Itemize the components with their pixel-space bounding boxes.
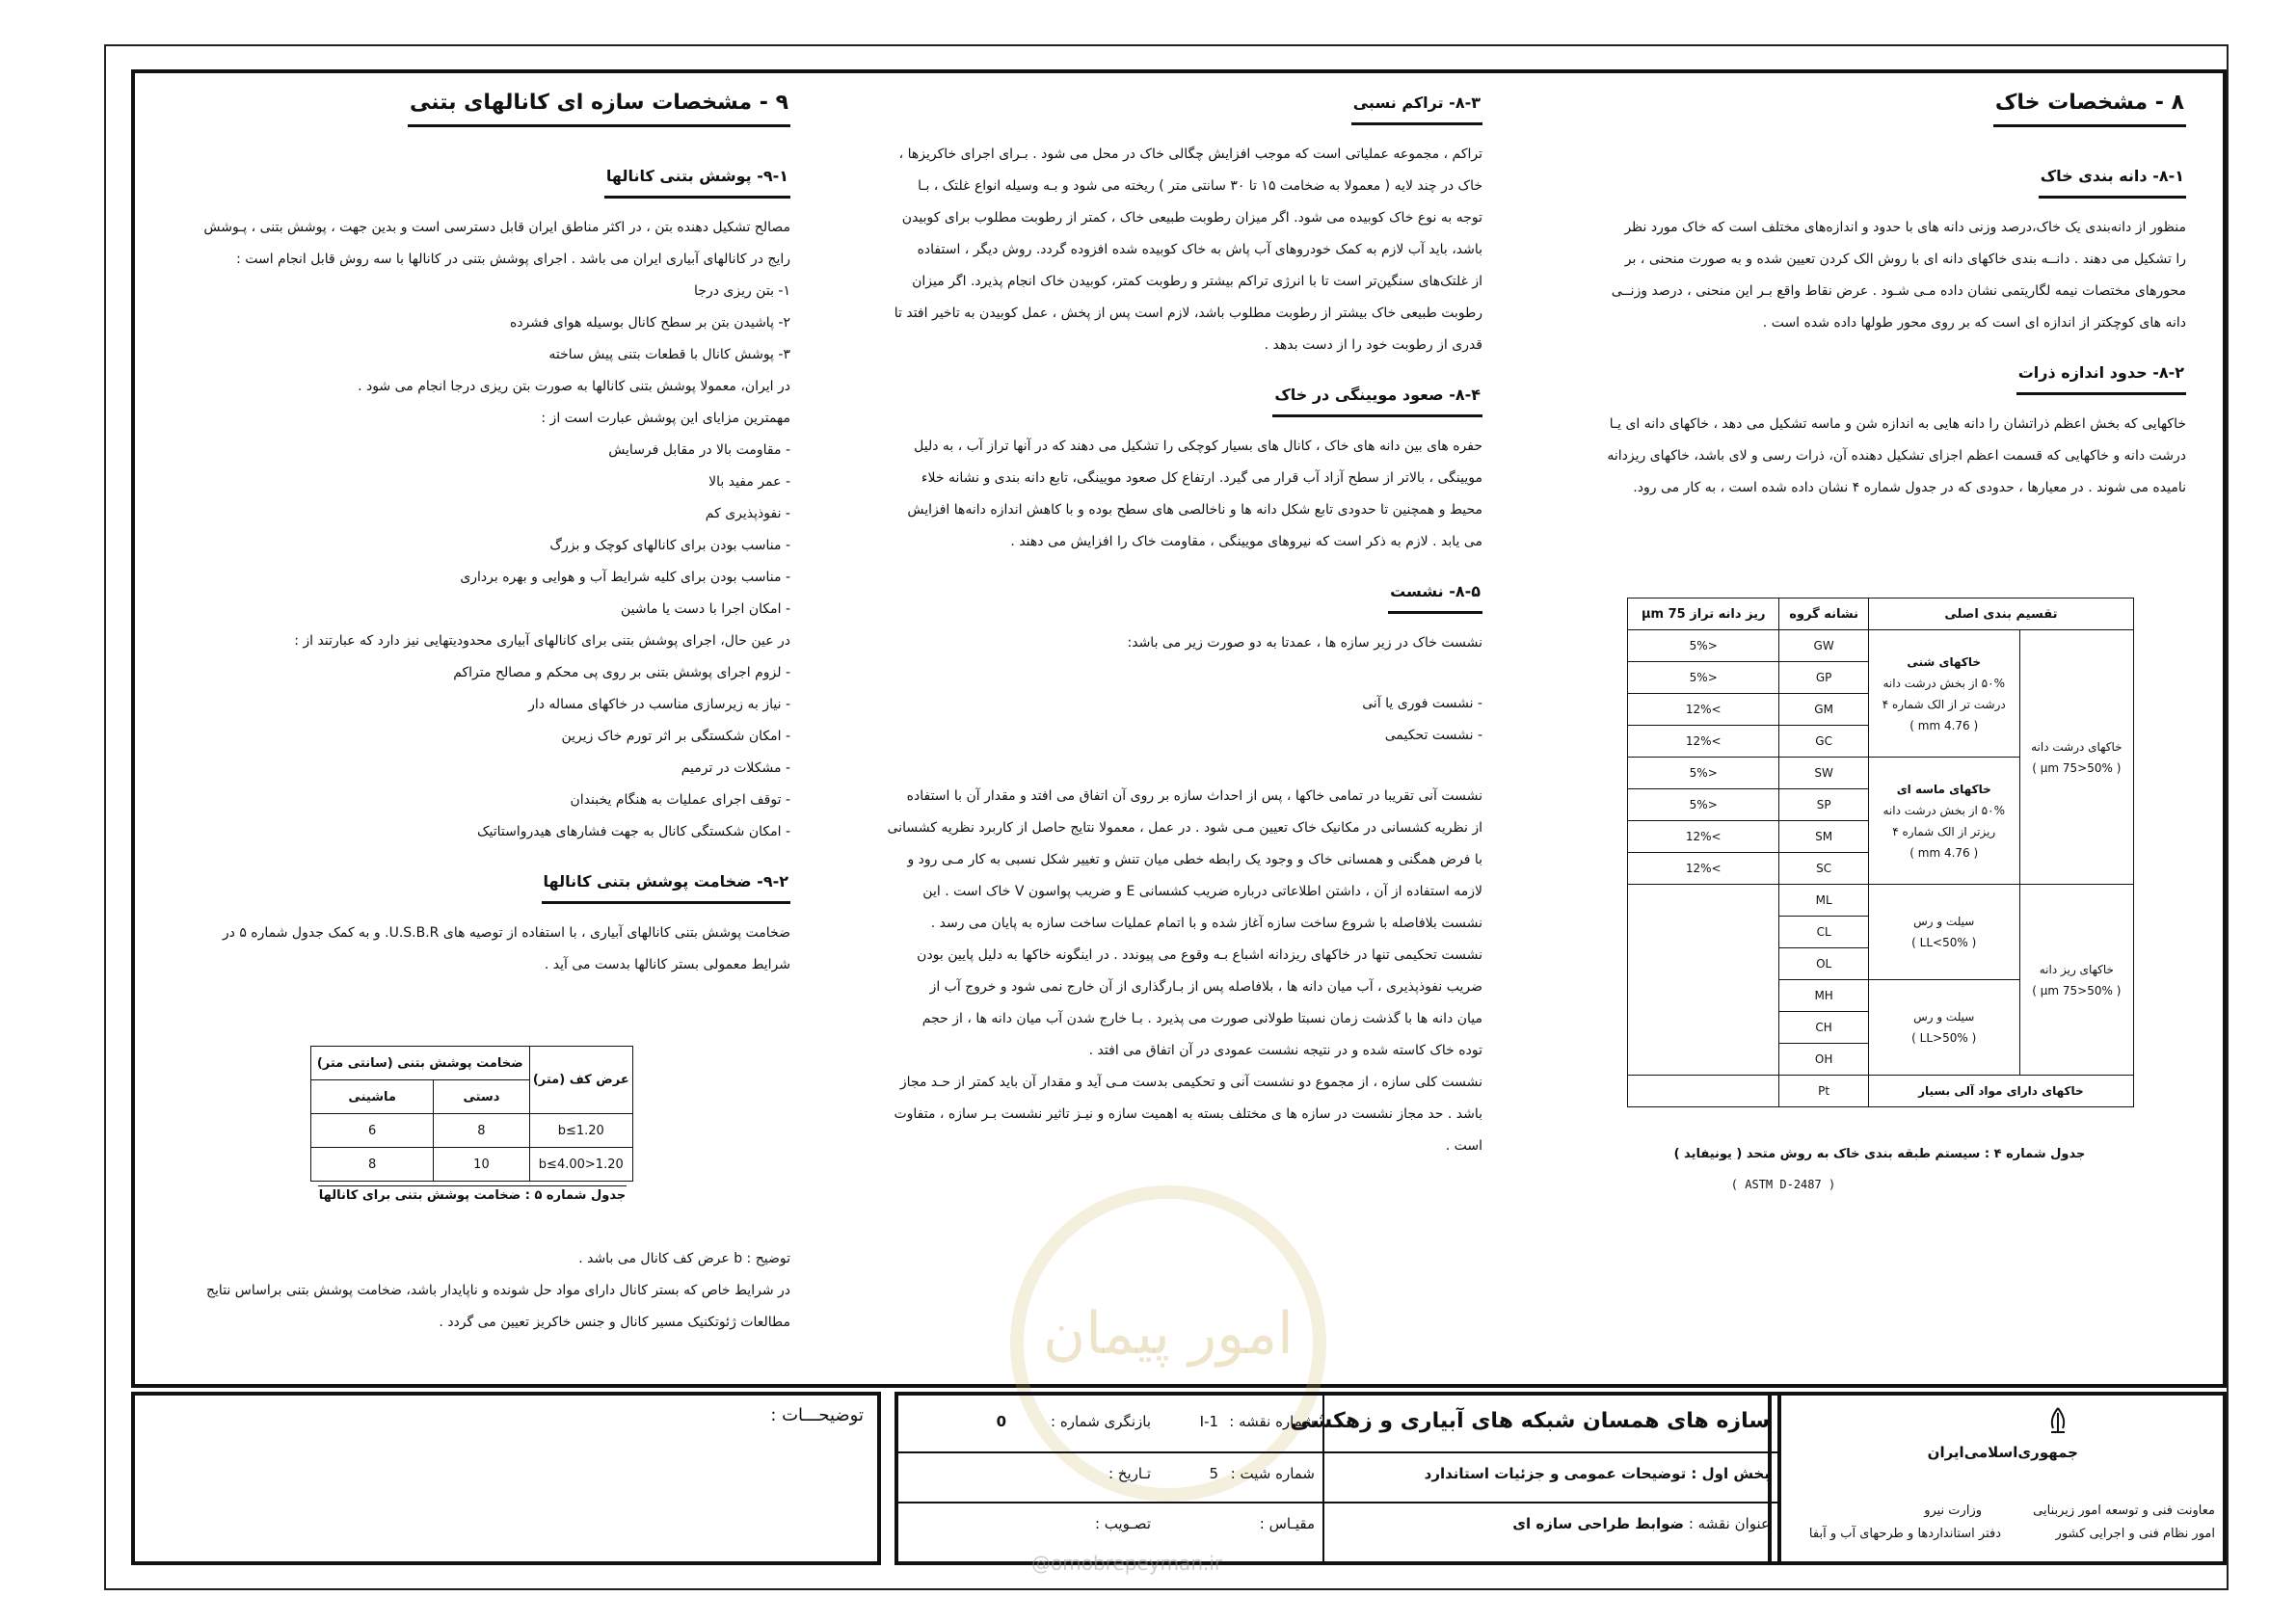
soil-specs-column <box>1560 87 2186 504</box>
table-row <box>311 1114 633 1148</box>
text-line: توده خاک کاسته شده و در نتیجه نشست عمودی در آن اتفاق می افتد . <box>1088 1043 1482 1058</box>
text-line: لازمه استفاده از آن ، داشتن اطلاعاتی درباره ضریب کشسانی E و ضریب پواسون V خاک است . این <box>922 884 1482 899</box>
group-symbol: OH <box>1779 1044 1868 1076</box>
text-line: رایج در کانالهای آبیاری ایران می باشد . اجرای پوشش بتنی در کانالها با سه روش قابل انجام است : <box>236 252 790 267</box>
fines-value <box>1628 1076 1779 1107</box>
class-label: خاکهای شنی <box>1907 654 1981 669</box>
subsection-grading: ۸-۱- دانه بندی خاک <box>2039 160 2186 199</box>
list-item: - مقاومت بالا در مقابل فرسایش <box>608 442 790 458</box>
list-item: - لزوم اجرای پوشش بتنی بر روی پی محکم و مصالح متراکم <box>453 665 790 680</box>
soil-classification-table <box>1627 598 2134 1107</box>
group-symbol: SW <box>1779 758 1868 789</box>
notes-box <box>131 1392 881 1565</box>
text-line: منظور از دانه‌بندی یک خاک،درصد وزنی دانه های با حدود و اندازه‌های مختلف است که خاک مورد نظر <box>1624 220 2186 235</box>
width-cell: b≤1.20 <box>529 1114 632 1148</box>
project-title: سازه های همسان شبکه های آبیاری و زهکشی <box>1290 1409 1770 1433</box>
approval-label: تصـویب : <box>1094 1515 1151 1532</box>
text-line: ضخامت پوشش بتنی کانالهای آبیاری ، با استفاده از توصیه های U.S.B.R. و به کمک جدول شماره ۵ در <box>222 925 790 941</box>
table-header: ریز دانه تراز 75 µm <box>1628 599 1779 630</box>
section-text: بخش اول : توضیحات عمومی و جزئیات استاندارد <box>1424 1465 1770 1482</box>
subsection-particle-size: ۸-۲- حدود اندازه ذرات <box>2016 357 2186 395</box>
text-line: مصالح تشکیل دهنده بتن ، در اکثر مناطق ایران قابل دسترسی است و بدین جهت ، پوشش بتنی ، پـوشش <box>203 220 790 235</box>
text-line: است . <box>1445 1138 1482 1154</box>
sheet-no: 5 <box>1209 1465 1218 1482</box>
drawing-title-label: عنوان نقشه : <box>1688 1515 1770 1532</box>
table-header: تقسیم بندی اصلی <box>1868 599 2133 630</box>
list-item: ۳- پوشش کانال با قطعات بتنی پیش ساخته <box>548 347 790 362</box>
subsection-lining: ۹-۱- پوشش بتنی کانالها <box>604 160 790 199</box>
lining-thickness-table <box>310 1046 633 1182</box>
list-item: - توقف اجرای عملیات به هنگام یخبندان <box>570 792 790 808</box>
sheet-label: شماره شیت : <box>1230 1465 1315 1482</box>
list-item: - نفوذپذیری کم <box>705 506 790 521</box>
class-sub: ( LL<50% ) <box>1911 936 1977 949</box>
fines-value: >12% <box>1628 853 1779 885</box>
text-line: خاکهایی که بخش اعظم ذراتشان را دانه هایی به اندازه شن و ماسه تشکیل می دهد ، خاکهای دانه ای یـا <box>1609 416 2186 432</box>
watermark-logo: امور پیمان <box>1010 1185 1326 1502</box>
class-label: خاکهای ریز دانه <box>2039 962 2114 976</box>
fines-value: <5% <box>1628 758 1779 789</box>
text-line: نشست آنی تقریبا در تمامی خاکها ، پس از احداث سازه بر روی آن اتفاق می افتد و مقدار آن با استفاده <box>906 788 1482 804</box>
text-line: می یابد . لازم به ذکر است که نیروهای مویینگی ، مقاومت خاک را افزایش می دهند . <box>1010 534 1482 549</box>
table-row <box>311 1148 633 1182</box>
table-header: دستی <box>434 1080 529 1114</box>
text-line: مهمترین مزایای این پوشش عبارت است از : <box>541 411 790 426</box>
fines-value: <5% <box>1628 630 1779 662</box>
group-symbol: MH <box>1779 980 1868 1012</box>
thickness-paragraph <box>164 918 790 981</box>
text-line: را تشکیل می دهند . دانــه بندی خاکهای دانه ای با روش الک کردن تعیین شده و به صورت منحنی ، بر <box>1624 252 2186 267</box>
table-header: ضخامت پوشش بتنی (سانتی متر) <box>311 1047 530 1080</box>
group-symbol: SM <box>1779 821 1868 853</box>
fines-value: >12% <box>1628 821 1779 853</box>
text-line: توجه به نوع خاک کوبیده می شود. اگر میزان رطوبت طبیعی خاک ، کمتر از رطوبت مطلوب برای کوبیدن <box>901 210 1482 226</box>
list-item: - امکان اجرا با دست یا ماشین <box>621 601 790 617</box>
text-line: نامیده می شوند . در معیارها ، حدودی که در جدول شماره ۴ نشان داده شده است ، به کار می رود. <box>1633 480 2186 495</box>
group-symbol: CL <box>1779 917 1868 948</box>
class-label: سیلت و رس <box>1913 915 1975 928</box>
revision: 0 <box>996 1413 1006 1430</box>
class-sub: ( 4.76 mm ) <box>1909 718 1979 732</box>
group-symbol: ML <box>1779 885 1868 917</box>
class-sub: ریزتر از الک شماره ۴ <box>1892 824 1996 838</box>
group-symbol: GC <box>1779 726 1868 758</box>
text-line: باشد، باید آب لازم به کمک خودروهای آب پاش به خاک کوبیده شده افزوده گردد. روش دیگر ، استفاده <box>917 242 1482 257</box>
list-item: - امکان شکستگی کانال به جهت فشارهای هیدرواستاتیک <box>476 824 790 839</box>
lining-paragraph <box>164 212 790 848</box>
silt-high-cell <box>1868 980 2019 1076</box>
text-line: شرایط معمولی بستر کانالها بدست می آید . <box>544 957 790 972</box>
hand-cell: 8 <box>434 1114 529 1148</box>
notes-block <box>164 1243 790 1339</box>
subsection-thickness: ۹-۲- ضخامت پوشش بتنی کانالها <box>542 865 791 904</box>
table-header: نشانه گروه <box>1779 599 1868 630</box>
list-item: - مشکلات در ترمیم <box>681 760 790 776</box>
text-line: حفره های بین دانه های خاک ، کانال های بسیار کوچکی را تشکیل می دهند که در آنها تراز آب ، به دلیل <box>914 439 1482 454</box>
grading-paragraph <box>1560 212 2186 339</box>
list-item: - نشست فوری یا آنی <box>1362 696 1482 711</box>
drawing-title-line <box>1512 1515 1770 1532</box>
group-symbol: SP <box>1779 789 1868 821</box>
compaction-paragraph <box>848 139 1482 361</box>
table-header: عرض کف (متر) <box>529 1047 632 1114</box>
class-sub: درشت تر از الک شماره ۴ <box>1882 697 2006 711</box>
soil-properties-column <box>848 87 1482 1162</box>
class-sub: ۵۰% از بخش درشت دانه <box>1882 676 2005 690</box>
text-line: محورهای مختصات نیمه لگاریتمی نشان داده مـی شـود . عرض نقاط واقع بـر این منحنی ، درصد وزنــی <box>1611 283 2186 299</box>
text-line: درشت دانه و خاکهایی که قسمت اعظم اجزای تشکیل دهنده آن، ذرات رسی و لای باشد، خاکهای ریزدانه <box>1607 448 2186 464</box>
fine-class-cell <box>2019 885 2133 1076</box>
class-sub: ۵۰% از بخش درشت دانه <box>1882 803 2005 817</box>
text-line: در عین حال، اجرای پوشش بتنی برای کانالهای آبیاری محدودیتهایی نیز دارد که عبارتند از : <box>294 633 790 649</box>
text-line: دانه های کوچکتر از اندازه ای است که بر روی محور طولها داده شده است . <box>1762 315 2186 331</box>
text-line: نشست خاک در زیر سازه ها ، عمدتا به دو صورت زیر می باشد: <box>1127 635 1482 651</box>
title-block-main <box>894 1392 1781 1565</box>
canal-structure-column <box>164 87 790 981</box>
class-sub: ( LL>50% ) <box>1911 1031 1977 1045</box>
sand-cell <box>1868 758 2019 885</box>
issuer-box <box>1768 1392 2227 1565</box>
text-line: نشست کلی سازه ، از مجموع دو نشست آنی و تحکیمی بدست مـی آید و مقدار آن باید کمتر از حـد مجاز <box>899 1075 1482 1090</box>
subsection-capillary: ۸-۴- صعود مویینگی در خاک <box>1272 379 1482 417</box>
text-line: باشد . حد مجاز نشست در سازه ها ی مختلف بسته به اهمیت سازه و نیـز تاثیر نشست بـر سازه ، متفاوت <box>894 1106 1482 1122</box>
list-item: - مناسب بودن برای کلیه شرایط آب و هوایی و بهره برداری <box>460 570 790 585</box>
text-line: مویینگی ، بالاتر از سطح آزاد آب قرار می گیرد. ارتفاع کل صعود مویینگی، تابع دانه بندی و نشانه خلاء <box>921 470 1482 486</box>
class-label: سیلت و رس <box>1913 1010 1975 1024</box>
capillary-paragraph <box>848 431 1482 558</box>
hand-cell: 10 <box>434 1148 529 1182</box>
text-line: تراکم ، مجموعه عملیاتی است که موجب افزایش چگالی خاک در محل می شود . بـرای اجرای خاکریزها ، <box>898 146 1482 162</box>
fines-value: >12% <box>1628 726 1779 758</box>
group-symbol: GP <box>1779 662 1868 694</box>
section-title-soil: ۸ - مشخصات خاک <box>1993 87 2186 127</box>
notes-label: توضیحـــات : <box>770 1405 864 1425</box>
text-line: محیط و همچنین تا حدودی تابع شکل دانه ها و ناخالصی های سطح بوده و با کاهش اندازه دانه‌ها افزایش <box>907 502 1482 518</box>
map-no-label: شماره نقشه : <box>1229 1413 1315 1430</box>
text-line: رطوبت طبیعی خاک بیشتر از رطوبت مطلوب باشد، لازم است پس از پخش ، عمل کوبیدن به تاخیر افتد تا <box>894 306 1482 321</box>
text-line: ضریب نفوذپذیری ، آب میان دانه ها ، بلافاصله پس از بـارگذاری از آن خارج نمی شود و خروج آب از <box>929 979 1482 995</box>
class-sub: ( 50%<75 µm ) <box>2032 760 2122 775</box>
subsection-compaction: ۸-۳- تراکم نسبی <box>1351 87 1482 125</box>
text-line: خاک در چند لایه ( معمولا به ضخامت ۱۵ تا ۳۰ سانتی متر ) ریخته می شود و بـه وسیله انواع غلتک ، بـا <box>918 178 1482 194</box>
fines-value: <5% <box>1628 789 1779 821</box>
group-symbol: GW <box>1779 630 1868 662</box>
org-line-1: معاونت فنی و توسعه امور زیربنایی <box>2033 1503 2215 1518</box>
fines-value: <5% <box>1628 662 1779 694</box>
table4-standard: ( ASTM D-2487 ) <box>1730 1178 1836 1191</box>
text-line: با فرض همگنی و همسانی خاک و وجود یک رابطه خطی میان تنش و تغییر شکل نسبی به کار مـی رود و <box>907 852 1482 867</box>
section-title-canals: ۹ - مشخصات سازه ای کانالهای بتنی <box>408 87 790 127</box>
map-no: I-1 <box>1199 1413 1218 1430</box>
list-item: - نشست تحکیمی <box>1384 728 1482 743</box>
text-line: میان دانه ها با گذشت زمان نسبتا طولانی صورت می پذیرد . بـا خارج شدن آب میان دانه ها ، از حجم <box>921 1011 1482 1026</box>
settlement-paragraph <box>848 627 1482 1162</box>
list-item: - امکان شکستگی بر اثر تورم خاک زیرین <box>561 729 790 744</box>
revision-label: بازنگری شماره : <box>1051 1413 1151 1430</box>
width-cell: 1.20<b≤4.00 <box>529 1148 632 1182</box>
group-symbol: GM <box>1779 694 1868 726</box>
machine-cell: 8 <box>311 1148 434 1182</box>
org-line-3: وزارت نیرو <box>1924 1503 1982 1518</box>
scale-label: مقیـاس : <box>1259 1515 1315 1532</box>
list-item: ۲- پاشیدن بتن بر سطح کانال بوسیله هوای فشرده <box>509 315 790 331</box>
table5-caption: جدول شماره ۵ : ضخامت پوشش بتنی برای کانالها <box>318 1185 627 1203</box>
table-header: ماشینی <box>311 1080 434 1114</box>
country-name: جمهوری‌اسلامی‌ایران <box>1927 1444 2078 1461</box>
table4-caption: جدول شماره ۴ : سیستم طبقه بندی خاک به روش متحد ( یونیفاید ) <box>1673 1147 2086 1161</box>
text-line: از غلتک‌های سنگین‌تر است تا با انرژی تراکم بیشتر و رطوبت کمتر، کوبیدن خاک انجام پذیرد. اگر میزان <box>912 274 1482 289</box>
list-item: ۱- بتن ریزی درجا <box>694 283 790 299</box>
subsection-settlement: ۸-۵- نشست <box>1388 575 1482 614</box>
watermark-text: @omobrepeyman.ir <box>1031 1552 1223 1575</box>
text-line: توضیح : b عرض کف کانال می باشد . <box>578 1251 790 1266</box>
fines-value <box>1628 885 1779 1076</box>
text-line: نشست بلافاصله با شروع ساخت سازه آغاز شده و با اتمام عملیات ساخت سازه به پایان می رسد . <box>930 916 1482 931</box>
org-line-2: امور نظام فنی و اجرایی کشور <box>2055 1527 2215 1541</box>
group-symbol: SC <box>1779 853 1868 885</box>
class-sub: ( 50%<75 µm ) <box>2032 983 2122 998</box>
drawing-title: ضوابط طراحی سازه ای <box>1512 1515 1685 1532</box>
date-label: تـاریخ : <box>1108 1465 1151 1482</box>
class-label: خاکهای ماسه ای <box>1896 782 1991 796</box>
list-item: - مناسب بودن برای کانالهای کوچک و بزرگ <box>549 538 790 553</box>
coarse-class-cell <box>2019 630 2133 885</box>
text-line: در ایران، معمولا پوشش بتنی کانالها به صورت بتن ریزی درجا انجام می شود . <box>358 379 790 394</box>
org-line-4: دفتر استانداردها و طرحهای آب و آبفا <box>1808 1527 2001 1541</box>
fines-value: >12% <box>1628 694 1779 726</box>
text-line: قدری از رطوبت خود را از دست بدهد . <box>1264 337 1482 353</box>
text-line: از نظریه کشسانی در مکانیک خاک تعیین مـی شود . در عمل ، معمولا نتایج حاصل از کاربرد نظریه کشسانی <box>887 820 1482 836</box>
section-line <box>1425 1465 1770 1482</box>
list-item: - عمر مفید بالا <box>708 474 790 490</box>
list-item: - نیاز به زیرسازی مناسب در خاکهای مساله دار <box>528 697 790 712</box>
iran-emblem-icon <box>2042 1405 2074 1438</box>
gravel-cell <box>1868 630 2019 758</box>
group-symbol: OL <box>1779 948 1868 980</box>
particle-size-paragraph <box>1560 409 2186 504</box>
organic-cell: خاکهای دارای مواد آلی بسیار <box>1868 1076 2133 1107</box>
silt-low-cell <box>1868 885 2019 980</box>
text-line: نشست تحکیمی تنها در خاکهای ریزدانه اشباع بـه وقوع می پیوندد . در اینگونه خاکها به دلیل پایین بودن <box>917 947 1482 963</box>
group-symbol: Pt <box>1779 1076 1868 1107</box>
text-line: در شرایط خاص که بستر کانال دارای مواد حل شونده و ناپایدار باشد، ضخامت پوشش بتنی براساس نتایج <box>206 1283 790 1298</box>
class-label: خاکهای درشت دانه <box>2031 739 2122 754</box>
class-sub: ( 4.76 mm ) <box>1909 845 1979 860</box>
text-line: مطالعات ژئوتکنیک مسیر کانال و جنس خاکریز تعیین می گردد . <box>439 1315 790 1330</box>
machine-cell: 6 <box>311 1114 434 1148</box>
group-symbol: CH <box>1779 1012 1868 1044</box>
